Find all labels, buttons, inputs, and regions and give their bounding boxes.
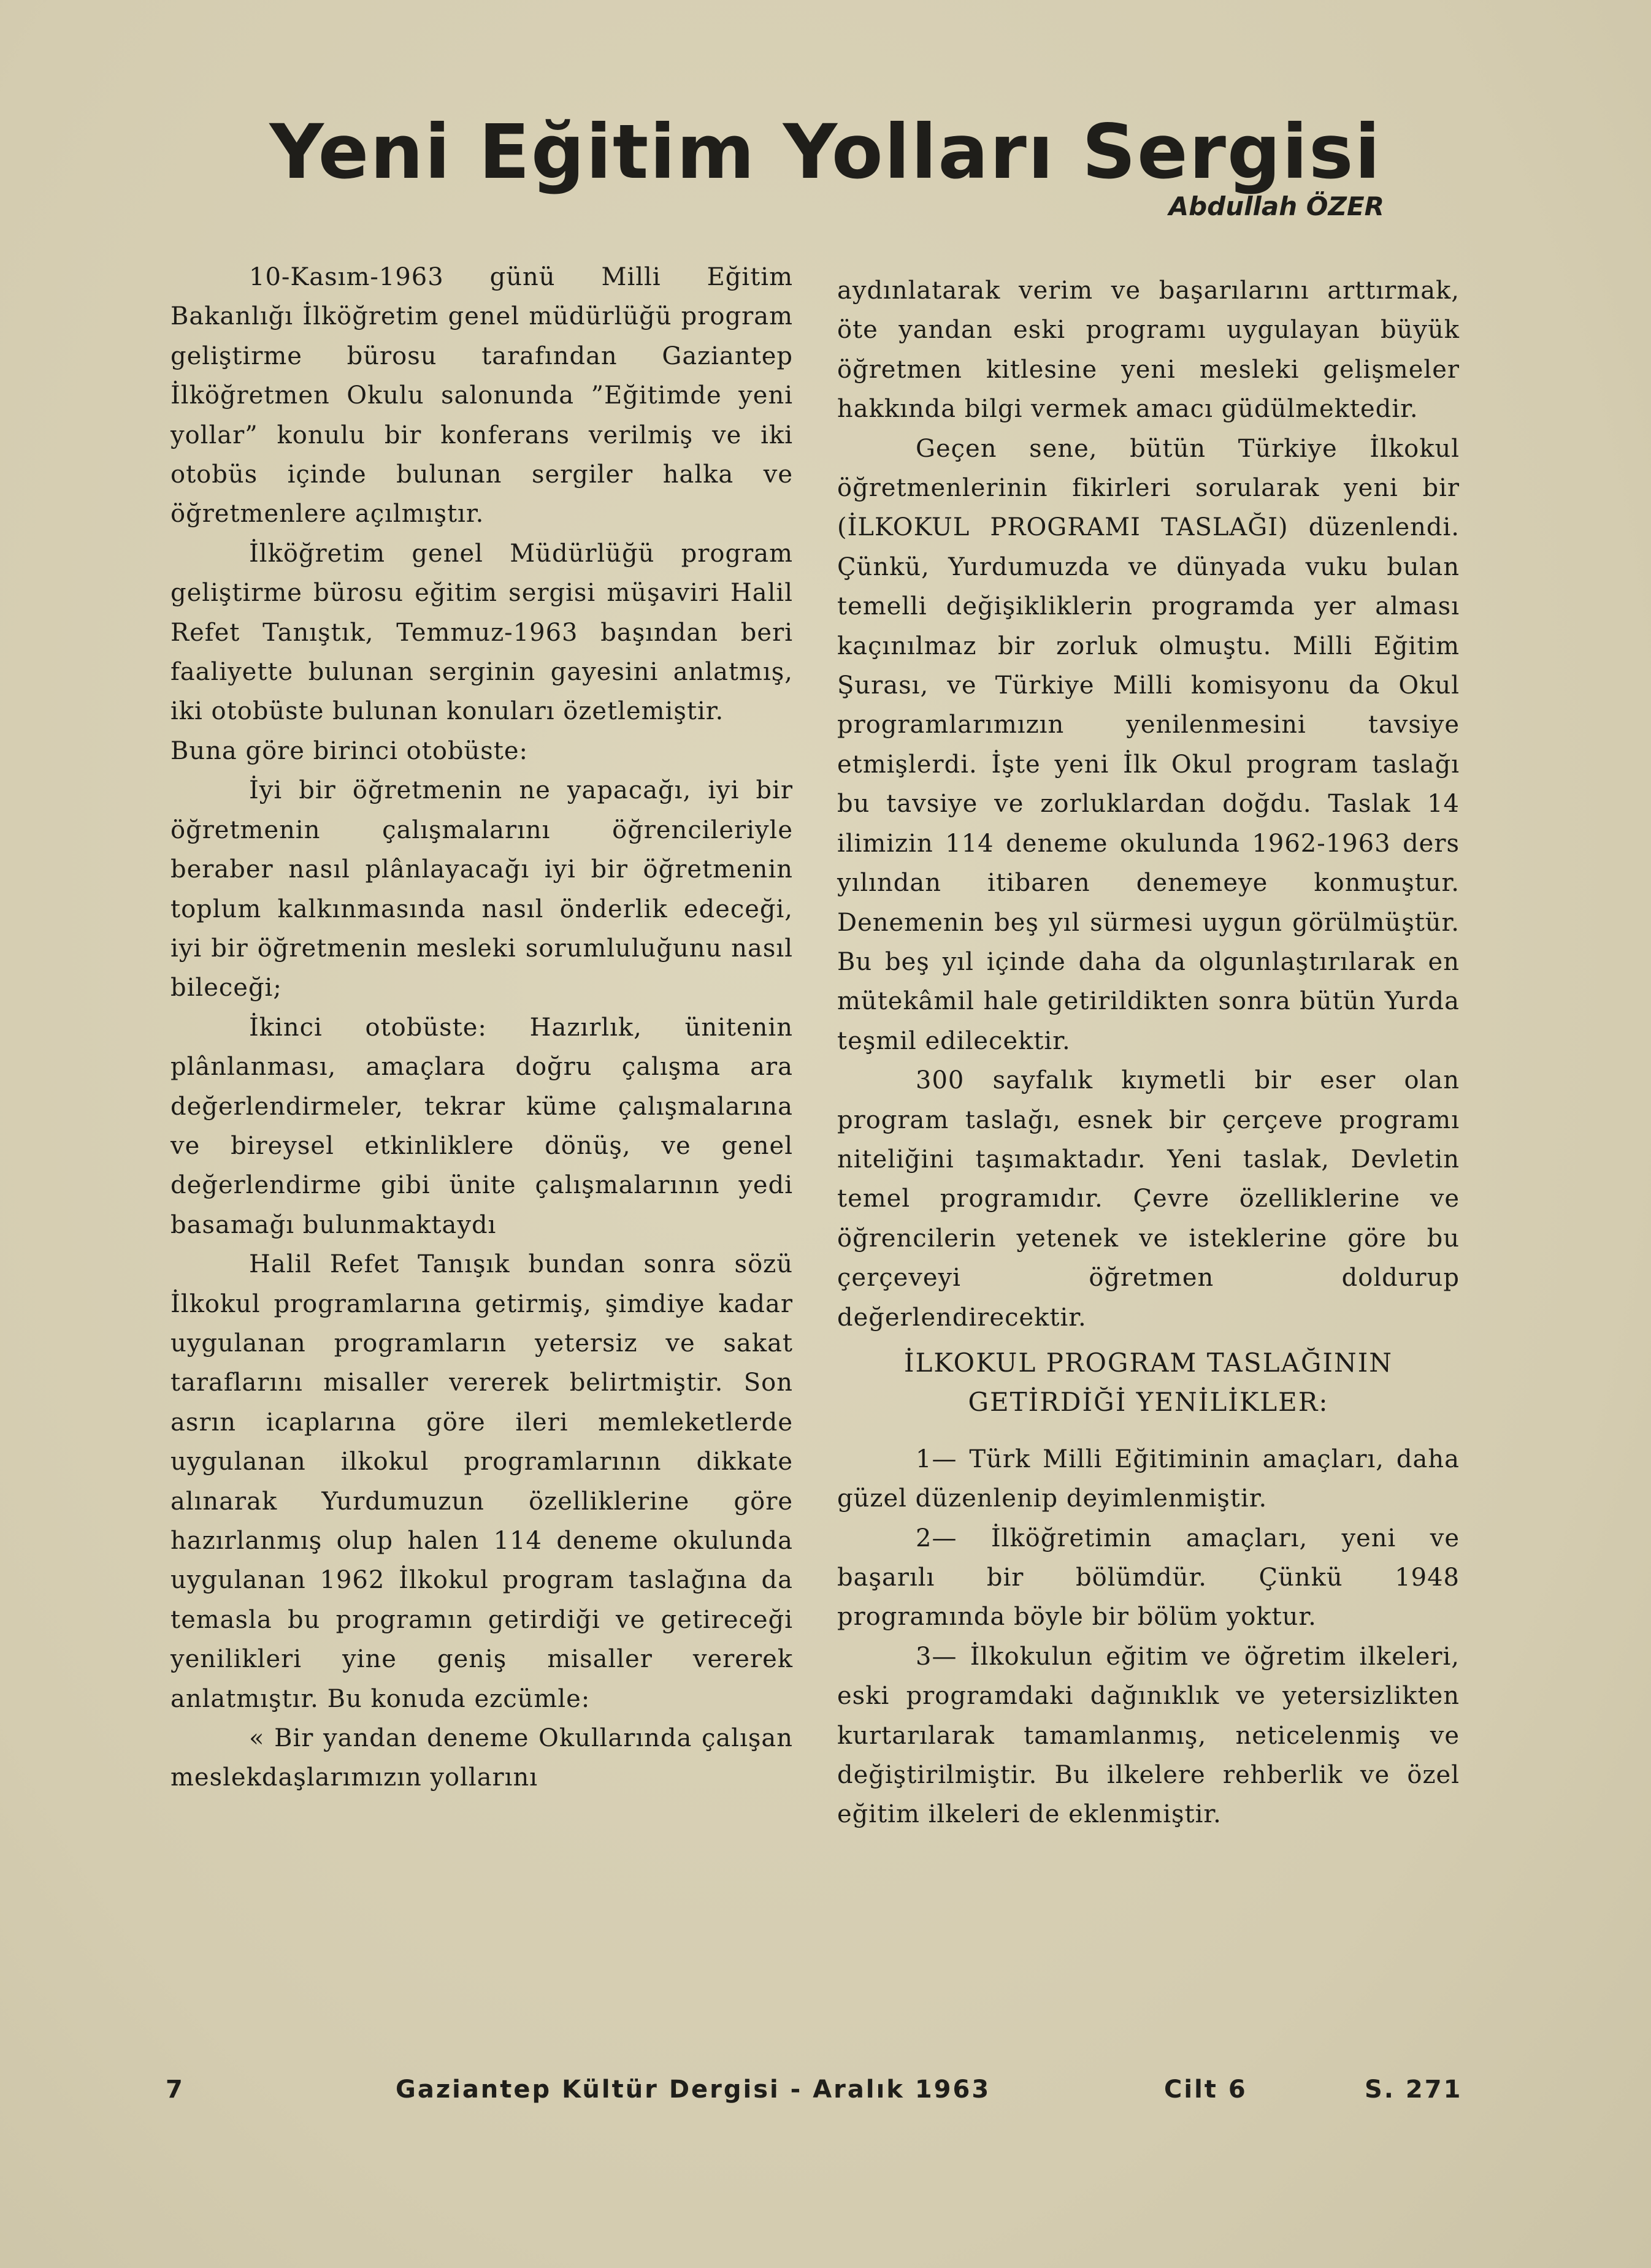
paragraph: « Bir yandan deneme Okullarında çalışan meslekdaşlarımızın yollarını	[170, 1724, 793, 1792]
article-title: Yeni Eğitim Yolları Sergisi	[269, 108, 1382, 196]
page-footer	[166, 2075, 1466, 2112]
left-column	[170, 258, 793, 1798]
footer-issue: S. 271	[1365, 2075, 1463, 2104]
paragraph: Buna göre birinci otobüste:	[170, 736, 529, 765]
paragraph: Halil Refet Tanışık bundan sonra sözü İlkokul programlarına getirmiş, şimdiye kadar uygulanan programların yetersiz ve sakat taraflarını misaller vererek belirtmiştir. Son asrın icaplarına göre ileri memleketlerde uygulanan ilkokul programlarının dikkate alınarak Yurdumuzun özelliklerine göre hazırlanmış olup halen 114 deneme okulunda uygulanan 1962 İlkokul program taslağına da temasla bu programın getirdiği ve getireceği yenilikleri yine geniş misaller vererek anlatmıştır. Bu konuda ezcümle:	[170, 1250, 793, 1713]
paragraph: İkinci otobüste: Hazırlık, ünitenin plânlanması, amaçlara doğru çalışma ara değerlendirmeler, tekrar küme çalışmalarına ve bireysel etkinliklere dönüş, ve genel değerlendirme gibi ünite çalışmalarının yedi basamağı bulunmaktaydı	[170, 1013, 793, 1239]
list-item: 1— Türk Milli Eğitiminin amaçları, daha güzel düzenlenip deyimlenmiştir.	[837, 1445, 1460, 1513]
article-author: Abdullah ÖZER	[1168, 191, 1384, 221]
list-item: 2— İlköğretimin amaçları, yeni ve başarılı bir bölümdür. Çünkü 1948 programında böyle bir bölüm yoktur.	[837, 1524, 1460, 1632]
section-heading-line-2: GETİRDİĞİ YENİLİKLER:	[968, 1387, 1329, 1418]
section-heading-line-1: İLKOKUL PROGRAM TASLAĞININ	[903, 1347, 1393, 1378]
right-column	[837, 271, 1460, 1835]
paragraph: 10-Kasım-1963 günü Milli Eğitim Bakanlığı İlköğretim genel müdürlüğü program geliştirme bürosu tarafından Gaziantep İlköğretmen Okulu salonunda ”Eğitimde yeni yollar” konulu bir konferans verilmiş ve iki otobüs içinde bulunan sergiler halka ve öğretmenlere açılmıştır.	[170, 263, 793, 529]
paragraph: aydınlatarak verim ve başarılarını arttırmak, öte yandan eski programı uygulayan büyük öğretmen kitlesine yeni mesleki gelişmeler hakkında bilgi vermek amacı güdülmektedir.	[837, 277, 1460, 424]
footer-volume: Cilt 6	[1164, 2075, 1247, 2104]
paragraph: İlköğretim genel Müdürlüğü program geliştirme bürosu eğitim sergisi müşaviri Halil Refet Tanıştık, Temmuz-1963 başından beri faaliyette bulunan serginin gayesini anlatmış, iki otobüste bulunan konuları özetlemiştir.	[170, 539, 793, 726]
footer-page-number: 7	[166, 2075, 185, 2104]
paragraph: İyi bir öğretmenin ne yapacağı, iyi bir öğretmenin çalışmalarını öğrencileriyle beraber nasıl plânlayacağı iyi bir öğretmenin toplum kalkınmasında nasıl önderlik edeceği, iyi bir öğretmenin mesleki sorumluluğunu nasıl bileceği;	[170, 776, 793, 1002]
paragraph: Geçen sene, bütün Türkiye İlkokul öğretmenlerinin fikirleri sorularak yeni bir (İLKOKUL PROGRAMI TASLAĞI) düzenlendi. Çünkü, Yurdumuzda ve dünyada vuku bulan temelli değişikliklerin programda yer alması kaçınılmaz bir zorluk olmuştu. Milli Eğitim Şurası, ve Türkiye Milli komisyonu da Okul programlarımızın yenilenmesini tavsiye etmişlerdi. İşte yeni İlk Okul program taslağı bu tavsiye ve zorluklardan doğdu. Taslak 14 ilimizin 114 deneme okulunda 1962-1963 ders yılından itibaren denemeye konmuştur. Denemenin beş yıl sürmesi uygun görülmüştür. Bu beş yıl içinde daha da olgunlaştırılarak en mütekâmil hale getirildikten sonra bütün Yurda teşmil edilecektir.	[837, 434, 1460, 1055]
paragraph: 300 sayfalık kıymetli bir eser olan program taslağı, esnek bir çerçeve programı niteliğini taşımaktadır. Yeni taslak, Devletin temel programıdır. Çevre özelliklerine ve öğrencilerin yetenek ve isteklerine göre bu çerçeveyi öğretmen doldurup değerlendirecektir.	[837, 1066, 1460, 1332]
list-item: 3— İlkokulun eğitim ve öğretim ilkeleri, eski programdaki dağınıklık ve yetersizlikten kurtarılarak tamamlanmış, neticelenmiş ve değiştirilmiştir. Bu ilkelere rehberlik ve özel eğitim ilkeleri de eklenmiştir.	[837, 1642, 1460, 1829]
footer-journal: Gaziantep Kültür Dergisi - Aralık 1963	[396, 2075, 991, 2104]
